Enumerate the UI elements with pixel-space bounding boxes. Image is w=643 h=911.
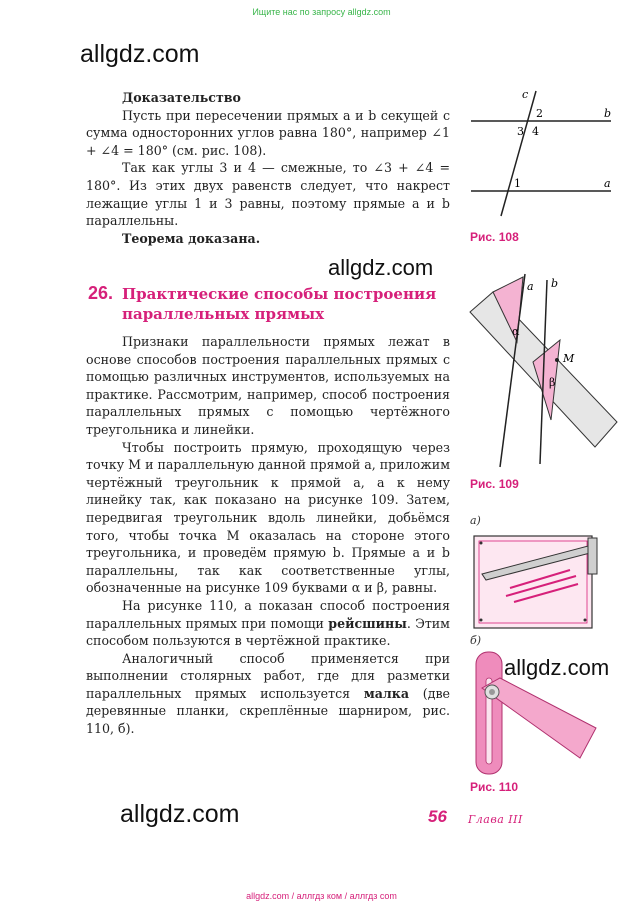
figure-110a (470, 528, 610, 632)
text-run: Аналогичный способ применяется при выполнении столярных работ, где для разметки параллельных прямых используется (86, 650, 450, 701)
proof-block (86, 89, 450, 247)
caption-fig110: Рис. 110 (470, 780, 519, 794)
watermark: allgdz.com (120, 800, 240, 828)
pin (480, 619, 483, 622)
body-paragraph: Чтобы построить прямую, проходящую через точку M и параллельную данной прямой a, приложим чертёжный треугольник к прямой a, а к нему линейку так, как показано на рисунке 109. Затем, передвигая треугольник вдоль линейки, добьёмся того, чтобы точка M оказалась на стороне этого треугольника, и проведём прямую b. Прямые a и b параллельны, так как соответственные углы, обозначенные на рисунке 109 буквами α и β, равны. (86, 439, 450, 596)
figure-108 (466, 86, 616, 221)
angle-4: 4 (532, 125, 539, 138)
label-b: b (604, 107, 612, 120)
angle-1: 1 (514, 177, 521, 190)
label-b: b (551, 277, 559, 290)
caption-fig108: Рис. 108 (470, 230, 519, 244)
proof-paragraph: Пусть при пересечении прямых a и b секущей c сумма односторонних углов равна 180°, например ∠1 + ∠4 = 180° (см. рис. 108). (86, 107, 450, 158)
section-number: 26. (88, 283, 114, 303)
section-body (86, 333, 450, 738)
figure-109 (465, 272, 625, 472)
t-square-head (588, 538, 597, 574)
proof-end: Теорема доказана. (122, 230, 261, 246)
caption-fig109: Рис. 109 (470, 477, 519, 491)
text-run: (две деревянные планки, скреплённые шарниром, рис. 110, б). (86, 685, 450, 737)
proof-paragraph: Так как углы 3 и 4 — смежные, то ∠3 + ∠4 = 180°. Из этих двух равенств следует, что накрест лежащие углы 1 и 3 равны, поэтому прямые a и b параллельны. (86, 160, 450, 229)
top-search-hint[interactable]: Ищите нас по запросу allgdz.com (252, 7, 391, 17)
chapter-label: Глава III (468, 813, 523, 826)
angle-2: 2 (536, 107, 543, 120)
body-paragraph (86, 650, 450, 738)
label-m: M (563, 352, 575, 365)
fig110-sublabel-a: а) (470, 514, 481, 527)
text-run: На рисунке 110, а показан способ построения параллельных прямых при помощи (86, 597, 450, 631)
point-m (555, 358, 559, 362)
line-c (501, 91, 536, 216)
watermark: allgdz.com (80, 40, 200, 68)
term-reysshina: рейсшины (328, 615, 407, 631)
body-paragraph (86, 597, 450, 650)
term-malka: малка (363, 685, 410, 701)
section-title: Практические способы построения параллельных прямых (122, 285, 437, 323)
page-number: 56 (428, 807, 447, 826)
label-beta: β (549, 376, 556, 389)
pin (584, 619, 587, 622)
text-run: . Этим способом пользуются в чертёжной практике. (86, 615, 450, 649)
fig110-sublabel-b: б) (470, 634, 482, 647)
label-a: a (604, 177, 611, 190)
label-c: c (522, 88, 529, 101)
label-alpha: α (512, 325, 520, 338)
watermark: allgdz.com (328, 255, 434, 280)
watermark: allgdz.com (504, 655, 610, 680)
angle-3: 3 (517, 125, 524, 138)
body-paragraph: Признаки параллельности прямых лежат в основе способов построения параллельных прямых с помощью различных инструментов, используемых на практике. Рассмотрим, например, способ построения параллельных прямых с помощью чертёжного треугольника и линейки. (86, 334, 450, 437)
hinge-center (489, 689, 495, 695)
footer-links[interactable]: allgdz.com / аллгдз ком / аллгдз com (246, 891, 397, 901)
figure-110b (468, 648, 608, 776)
pin (480, 542, 483, 545)
proof-title: Доказательство (122, 90, 241, 105)
label-a: a (527, 280, 534, 293)
